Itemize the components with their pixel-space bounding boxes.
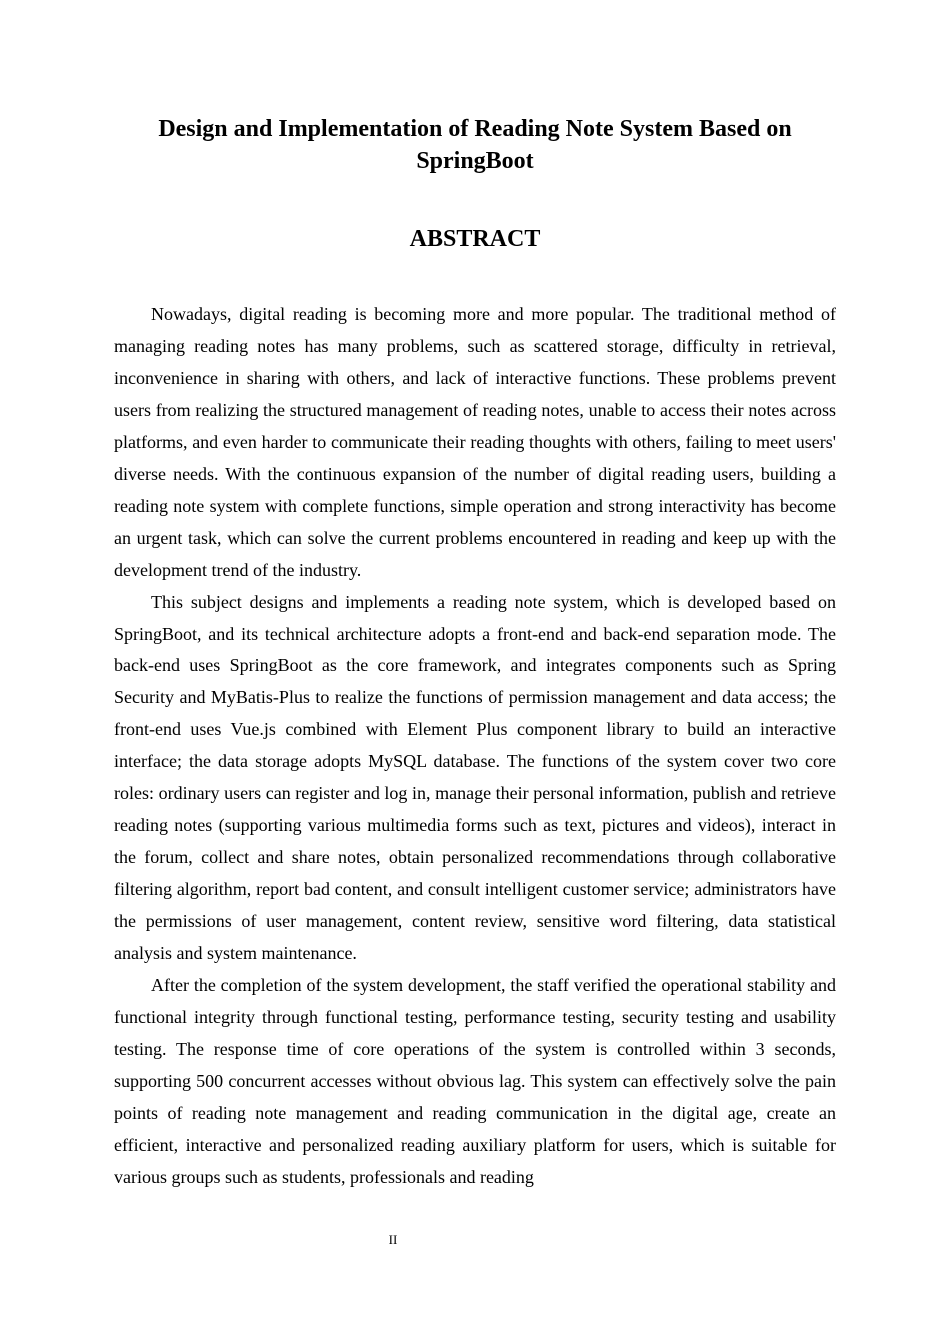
- abstract-heading: ABSTRACT: [409, 226, 541, 252]
- abstract-paragraph-1: Nowadays, digital reading is becoming more and more popular. The traditional method of managing reading notes has many problems, such as scattered storage, difficulty in retrieval, inconvenience in sharing with others, and lack of interactive functions. These problems prevent users from realizing the structured management of reading notes, unable to access their notes across platforms, and even harder to communicate their reading thoughts with others, failing to meet users' diverse needs. With the continuous expansion of the number of digital reading users, building a reading note system with complete functions, simple operation and strong interactivity has become an urgent task, which can solve the current problems encountered in reading and keep up with the development trend of the industry.: [114, 304, 836, 580]
- paper-title: Design and Implementation of Reading Note System Based on SpringBoot: [158, 116, 792, 174]
- abstract-paragraph-2: This subject designs and implements a reading note system, which is developed based on SpringBoot, and its technical architecture adopts a front-end and back-end separation mode. The back-end uses SpringBoot as the core framework, and integrates components such as Spring Security and MyBatis-Plus to realize the functions of permission management and data access; the front-end uses Vue.js combined with Element Plus component library to build an interactive interface; the data storage adopts MySQL database. The functions of the system cover two core roles: ordinary users can register and log in, manage their personal information, publish and retrieve reading notes (supporting various multimedia forms such as text, pictures and videos), interact in the forum, collect and share notes, obtain personalized recommendations through collaborative filtering algorithm, report bad content, and consult intelligent customer service; administrators have the permissions of user management, content review, sensitive word filtering, data statistical analysis and system maintenance.: [114, 591, 836, 964]
- page-number: II: [388, 1232, 398, 1247]
- abstract-body: [114, 299, 836, 1194]
- abstract-paragraph-3: After the completion of the system development, the staff verified the operational stability and functional integrity through functional testing, performance testing, security testing and usability testing. The response time of core operations of the system is controlled within 3 seconds, supporting 500 concurrent accesses without obvious lag. This system can effectively solve the pain points of reading note management and reading communication in the digital age, create an efficient, interactive and personalized reading auxiliary platform for users, which is suitable for various groups such as students, professionals and reading: [114, 975, 836, 1187]
